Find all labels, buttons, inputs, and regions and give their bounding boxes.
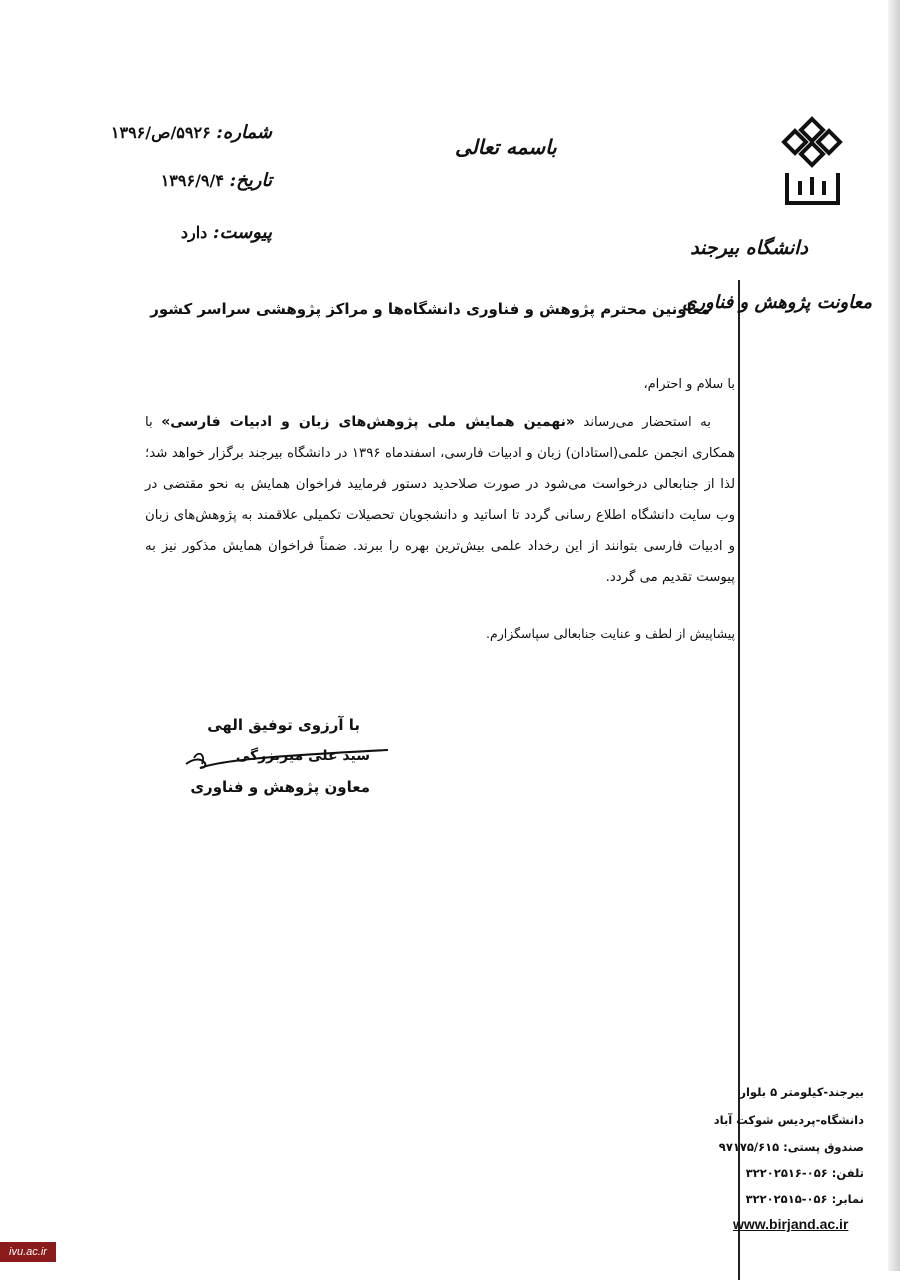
university-name: دانشگاه بیرجند [690, 237, 808, 259]
footer-fax: نمابر: ۰۵۶-۳۲۲۰۲۵۱۵ [745, 1192, 864, 1206]
letter-number [111, 122, 272, 143]
watermark-badge: ivu.ac.ir [0, 1242, 56, 1262]
footer-phone: تلفن: ۰۵۶-۳۲۲۰۲۵۱۶ [745, 1166, 864, 1180]
footer-website: www.birjand.ac.ir [733, 1216, 849, 1232]
signature-wish: با آرزوی توفیق الهی [207, 716, 360, 734]
greeting: با سلام و احترام، [643, 377, 735, 392]
footer-postal: صندوق پستی: ۹۷۱۷۵/۶۱۵ [718, 1140, 864, 1154]
letter-body [145, 407, 735, 593]
footer-address-2: دانشگاه-پردیس شوکت آباد [713, 1113, 864, 1127]
page-edge-shadow [888, 0, 900, 1271]
letter-number-label: شماره: [216, 122, 272, 143]
body-rest: با همکاری انجمن علمی(استادان) زبان و ادبیات فارسی، اسفندماه ۱۳۹۶ در دانشگاه بیرجند برگزار خواهد شد؛ لذا از جنابعالی درخواست می‌شود در صورت صلاحدید دستور فرمایید فراخوان همایش به نحو مقتضی در وب سایت دانشگاه اطلاع رسانی گردد تا اساتید و دانشجویان تحصیلات تکمیلی علاقمند به پژوهش‌های زبان و ادبیات فارسی بتوانند از این رخداد علمی بیش‌ترین بهره را ببرند. ضمناً فراخوان همایش مذکور نیز به پیوست تقدیم می گردد. [145, 415, 735, 585]
university-logo-icon [765, 115, 860, 210]
letter-attachment-label: پیوست: [212, 222, 272, 243]
letter-date-value: ۱۳۹۶/۹/۴ [160, 171, 224, 190]
footer-address-1: بیرجند-کیلومتر ۵ بلوار [739, 1085, 864, 1099]
signatory-title: معاون پژوهش و فناوری [190, 778, 370, 796]
letter-attachment [181, 222, 272, 243]
recipient-line: معاونین محترم پژوهش و فناوری دانشگاه‌ها و مراکز پژوهشی سراسر کشور [150, 300, 710, 318]
conference-title: «نهمین همایش ملی پژوهش‌های زبان و ادبیات فارسی» [161, 414, 575, 430]
body-intro: به استحضار می‌رساند [574, 415, 712, 430]
letter-date [161, 170, 272, 191]
basmala: باسمه تعالی [455, 135, 557, 159]
closing-line: پیشاپیش از لطف و عنایت جنابعالی سپاسگزارم. [486, 626, 735, 641]
letter-number-value: ۵۹۲۶/ص/۱۳۹۶ [110, 123, 211, 142]
letter-date-label: تاریخ: [229, 170, 272, 191]
letterhead-divider [738, 280, 740, 1280]
signatory-name: سید علی میربزرگی [235, 748, 370, 764]
letter-attachment-value: دارد [180, 223, 208, 242]
department-name: معاونت پژوهش و فناوری [682, 292, 872, 313]
